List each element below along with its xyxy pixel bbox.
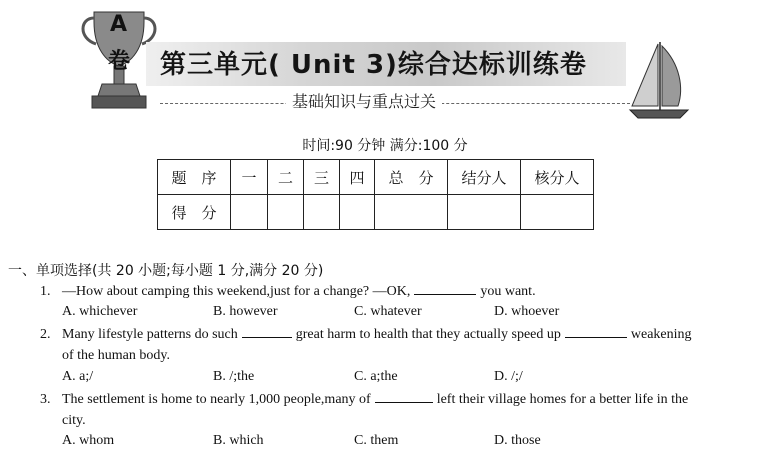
- table-header-cell: 题 序: [158, 160, 231, 195]
- question-text: weakening: [630, 327, 692, 342]
- option-c[interactable]: C. whatever: [354, 304, 422, 319]
- option-d[interactable]: D. whoever: [494, 304, 560, 319]
- table-header-cell: 核分人: [521, 160, 594, 195]
- table-header-cell: 一: [231, 160, 268, 195]
- badge-juan: 卷: [108, 49, 131, 74]
- option-a[interactable]: A. a;/: [62, 369, 94, 384]
- question-3: [40, 390, 688, 410]
- score-label-cell: 得 分: [158, 195, 231, 230]
- table-header-cell: 总 分: [375, 160, 448, 195]
- option-b[interactable]: B. however: [213, 304, 278, 319]
- table-header-cell: 三: [304, 160, 340, 195]
- question-number: 3.: [40, 392, 51, 407]
- badge-letter: A: [110, 12, 128, 37]
- score-input-cell[interactable]: [304, 195, 340, 230]
- score-input-cell[interactable]: [521, 195, 594, 230]
- answer-blank[interactable]: [242, 325, 292, 338]
- table-header-cell: 二: [268, 160, 304, 195]
- table-row: [158, 160, 594, 195]
- option-b[interactable]: B. /;the: [213, 369, 255, 384]
- score-input-cell[interactable]: [231, 195, 268, 230]
- option-a[interactable]: A. whom: [62, 433, 115, 448]
- score-input-cell[interactable]: [268, 195, 304, 230]
- answer-blank[interactable]: [565, 325, 627, 338]
- score-input-cell[interactable]: [375, 195, 448, 230]
- page-title: 第三单元( Unit 3)综合达标训练卷: [160, 50, 587, 80]
- score-input-cell[interactable]: [448, 195, 521, 230]
- option-a[interactable]: A. whichever: [62, 304, 138, 319]
- question-text: The settlement is home to nearly 1,000 people,many of: [62, 392, 371, 407]
- exam-time-info: 时间:90 分钟 满分:100 分: [302, 138, 468, 154]
- table-row: [158, 195, 594, 230]
- question-text: Many lifestyle patterns do such: [62, 327, 238, 342]
- question-text-continued: of the human body.: [62, 348, 170, 363]
- option-b[interactable]: B. which: [213, 433, 264, 448]
- answer-blank[interactable]: [375, 390, 433, 403]
- question-text: —How about camping this weekend,just for a change? —OK,: [62, 284, 411, 299]
- sailboat-icon: [628, 40, 690, 122]
- question-2: [40, 325, 692, 345]
- question-number: 1.: [40, 284, 51, 299]
- option-d[interactable]: D. /;/: [494, 369, 523, 384]
- question-1: [40, 282, 536, 302]
- section-heading: 一、单项选择(共 20 小题;每小题 1 分,满分 20 分): [8, 263, 324, 279]
- table-header-cell: 四: [340, 160, 375, 195]
- question-text: great harm to health that they actually speed up: [295, 327, 561, 342]
- question-text: you want.: [480, 284, 536, 299]
- option-d[interactable]: D. those: [494, 433, 541, 448]
- page-subtitle: 基础知识与重点过关: [286, 89, 442, 112]
- score-table: [157, 159, 594, 230]
- question-text-continued: city.: [62, 413, 86, 428]
- table-header-cell: 结分人: [448, 160, 521, 195]
- question-number: 2.: [40, 327, 51, 342]
- question-text: left their village homes for a better life in the: [436, 392, 689, 407]
- answer-blank[interactable]: [414, 282, 476, 295]
- option-c[interactable]: C. a;the: [354, 369, 398, 384]
- option-c[interactable]: C. them: [354, 433, 399, 448]
- score-input-cell[interactable]: [340, 195, 375, 230]
